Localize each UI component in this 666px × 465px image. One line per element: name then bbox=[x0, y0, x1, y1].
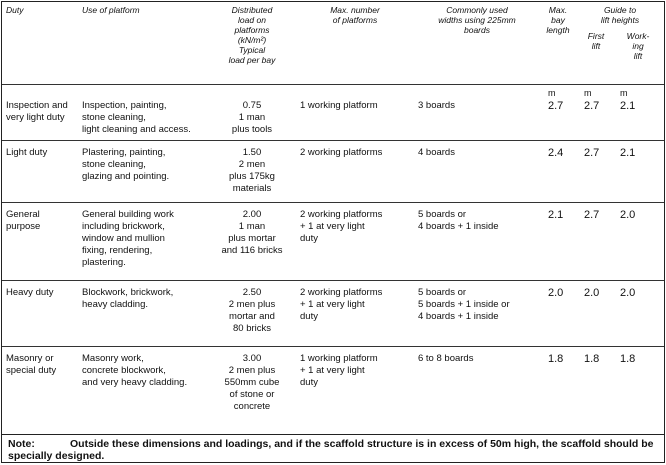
header-duty: Duty bbox=[6, 5, 24, 15]
row-first-lift: 2.7 bbox=[584, 208, 600, 221]
header-first-lift: First lift bbox=[587, 31, 605, 51]
row-working-lift: 1.8 bbox=[620, 352, 636, 365]
row-widths: 4 boards bbox=[418, 146, 455, 158]
row-widths: 6 to 8 boards bbox=[418, 352, 474, 364]
row-widths: 5 boards or 5 boards + 1 inside or 4 boards + 1 inside bbox=[418, 286, 510, 322]
row-platforms: 1 working platform bbox=[300, 100, 378, 111]
row-load: 1.50 2 men plus 175kg materials bbox=[229, 146, 275, 194]
table-row bbox=[2, 98, 664, 140]
row-first-lift: 1.8 bbox=[584, 352, 600, 365]
table-note bbox=[2, 434, 664, 465]
row-working-lift: 2.1 bbox=[620, 146, 636, 159]
row-widths: 5 boards or 4 boards + 1 inside bbox=[418, 208, 499, 232]
row-working-lift: 2.0 bbox=[620, 286, 636, 299]
header-load: Distributed load on platforms (kN/m²) Typical load per bay bbox=[228, 5, 276, 65]
unit-first: m bbox=[584, 88, 592, 98]
row-use: Plastering, painting, stone cleaning, glazing and pointing. bbox=[82, 146, 170, 182]
scaffold-duty-table-page bbox=[1, 1, 665, 463]
row-duty: Inspection and very light duty bbox=[6, 100, 68, 123]
row-bay: 2.1 bbox=[548, 208, 564, 221]
row-platforms: 2 working platforms + 1 at very light duty bbox=[300, 208, 383, 244]
row-platforms: 2 working platforms + 1 at very light duty bbox=[300, 286, 383, 322]
note-label: Note: bbox=[8, 438, 35, 450]
row-load: 3.00 2 men plus 550mm cube of stone or concrete bbox=[224, 352, 280, 412]
header-lift-subcolumns bbox=[580, 31, 660, 61]
row-platforms: 1 working platform + 1 at very light duty bbox=[300, 352, 378, 388]
row-widths: 3 boards bbox=[418, 100, 455, 111]
row-bay: 2.4 bbox=[548, 146, 564, 159]
header-use: Use of platform bbox=[82, 5, 140, 15]
row-load: 0.75 1 man plus tools bbox=[231, 100, 273, 135]
table-header-row bbox=[2, 2, 664, 85]
note-text: Outside these dimensions and loadings, and if the scaffold structure is in excess of 50m high, the scaffold should be specially designed. bbox=[8, 438, 654, 462]
header-lift-title: Guide to lift heights bbox=[600, 5, 640, 25]
table-row bbox=[2, 280, 664, 346]
unit-bay: m bbox=[548, 88, 556, 98]
row-bay: 1.8 bbox=[548, 352, 564, 365]
row-duty: Heavy duty bbox=[6, 286, 54, 298]
header-lift-heights bbox=[576, 2, 664, 85]
table-row bbox=[2, 202, 664, 280]
row-first-lift: 2.7 bbox=[584, 100, 600, 112]
row-bay: 2.0 bbox=[548, 286, 564, 299]
table-row bbox=[2, 346, 664, 422]
row-platforms: 2 working platforms bbox=[300, 146, 383, 158]
row-use: Inspection, painting, stone cleaning, light cleaning and access. bbox=[82, 100, 191, 135]
row-working-lift: 2.1 bbox=[620, 100, 636, 112]
unit-row bbox=[2, 85, 664, 99]
table-row bbox=[2, 140, 664, 202]
row-load: 2.50 2 men plus mortar and 80 bricks bbox=[228, 286, 276, 334]
unit-working: m bbox=[620, 88, 628, 98]
row-first-lift: 2.0 bbox=[584, 286, 600, 299]
row-use: General building work including brickwork, window and mullion fixing, rendering, plastering. bbox=[82, 208, 174, 268]
row-use: Blockwork, brickwork, heavy cladding. bbox=[82, 286, 174, 310]
scaffold-duty-table bbox=[2, 2, 664, 422]
row-load: 2.00 1 man plus mortar and 116 bricks bbox=[221, 208, 283, 256]
header-platforms: Max. number of platforms bbox=[330, 5, 380, 25]
row-working-lift: 2.0 bbox=[620, 208, 636, 221]
row-use: Masonry work, concrete blockwork, and very heavy cladding. bbox=[82, 352, 188, 388]
header-widths: Commonly used widths using 225mm boards bbox=[438, 5, 516, 35]
row-duty: Masonry or special duty bbox=[6, 352, 57, 376]
row-bay: 2.7 bbox=[548, 100, 564, 112]
header-working-lift: Work- ing lift bbox=[626, 31, 650, 61]
header-bay-length: Max. bay length bbox=[546, 5, 570, 35]
row-duty: Light duty bbox=[6, 146, 48, 158]
row-first-lift: 2.7 bbox=[584, 146, 600, 159]
row-duty: General purpose bbox=[6, 208, 41, 232]
